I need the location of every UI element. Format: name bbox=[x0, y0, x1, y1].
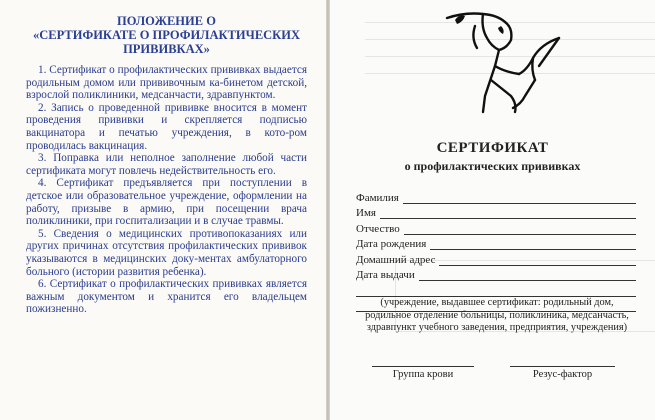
blood-group-label: Группа крови bbox=[392, 369, 454, 380]
field-line bbox=[380, 207, 636, 219]
regulation-title bbox=[26, 14, 307, 56]
regulation-paragraph: 1. Сертификат о профилактических прививках выдается родильным домом или прививочным ка-бинетом детской, взрослой поликлиники, медсанчасти, здравпунктом. bbox=[26, 64, 307, 102]
rhesus-factor-label: Резус-фактор bbox=[532, 369, 593, 380]
regulation-title-line: «СЕРТИФИКАТЕ О ПРОФИЛАКТИЧЕСКИХ bbox=[33, 28, 300, 42]
field-label: Имя bbox=[356, 207, 376, 219]
left-page bbox=[0, 0, 327, 420]
field-line bbox=[430, 238, 636, 250]
regulation-title-line: ПОЛОЖЕНИЕ О bbox=[117, 14, 216, 28]
certificate-title: СЕРТИФИКАТ bbox=[436, 140, 549, 156]
personal-data-fields bbox=[356, 188, 636, 312]
field-line bbox=[439, 254, 636, 266]
blood-group-signature-line bbox=[372, 366, 474, 367]
field-line bbox=[419, 269, 636, 281]
regulation-paragraph: 3. Поправка или неполное заполнение любой части сертификата могут повлечь недействительность его. bbox=[26, 152, 307, 177]
field-patronymic bbox=[356, 219, 636, 235]
field-home-address bbox=[356, 250, 636, 266]
rhesus-signature-line bbox=[510, 366, 615, 367]
field-issue-date bbox=[356, 266, 636, 282]
field-label: Дата рождения bbox=[356, 238, 427, 250]
field-line bbox=[403, 192, 636, 204]
certificate-subtitle: о профилактических прививках bbox=[404, 159, 581, 173]
regulation-paragraph: 6. Сертификат о профилактических прививках является важным документом и хранится его владельцем пожизненно. bbox=[26, 278, 307, 316]
field-surname bbox=[356, 188, 636, 204]
regulation-paragraph: 5. Сведения о медицинских противопоказаниях или других причинах отсутствия профилактических прививок указываются в медицинских доку-ментах амбулаторного больного (истории развития ребенка). bbox=[26, 227, 307, 278]
field-label: Домашний адрес bbox=[356, 253, 436, 266]
field-name bbox=[356, 204, 636, 220]
vaccination-emblem-icon bbox=[435, 8, 565, 118]
field-label: Отчество bbox=[356, 222, 400, 235]
regulation-title-line: ПРИВИВКАХ» bbox=[123, 42, 210, 56]
field-label: Дата выдачи bbox=[356, 269, 415, 281]
issuer-note: (учреждение, выдавшее сертификат: родильный дом, родильное отделение больницы, поликлиника, медсанчасть, здравпункт учебного заведения, предприятия, учреждения) bbox=[365, 297, 629, 333]
field-line bbox=[404, 223, 636, 235]
right-page bbox=[330, 0, 655, 420]
regulation-paragraph: 2. Запись о проведенной прививке вносится в момент проведения прививки и скрепляется подписью вакцинатора и печатью учреждения, в кото-ром проводилась вакцинация. bbox=[26, 101, 307, 152]
field-line bbox=[356, 285, 636, 297]
field-birth-date bbox=[356, 235, 636, 251]
regulation-paragraph: 4. Сертификат предъявляется при поступлении в детское или образовательное учреждение, оформлении на работу, призыве в армию, при посещении врача поликлиники, при госпитализации и в случае травмы. bbox=[26, 177, 307, 228]
field-label: Фамилия bbox=[356, 191, 399, 204]
field-extra-line bbox=[356, 281, 636, 297]
